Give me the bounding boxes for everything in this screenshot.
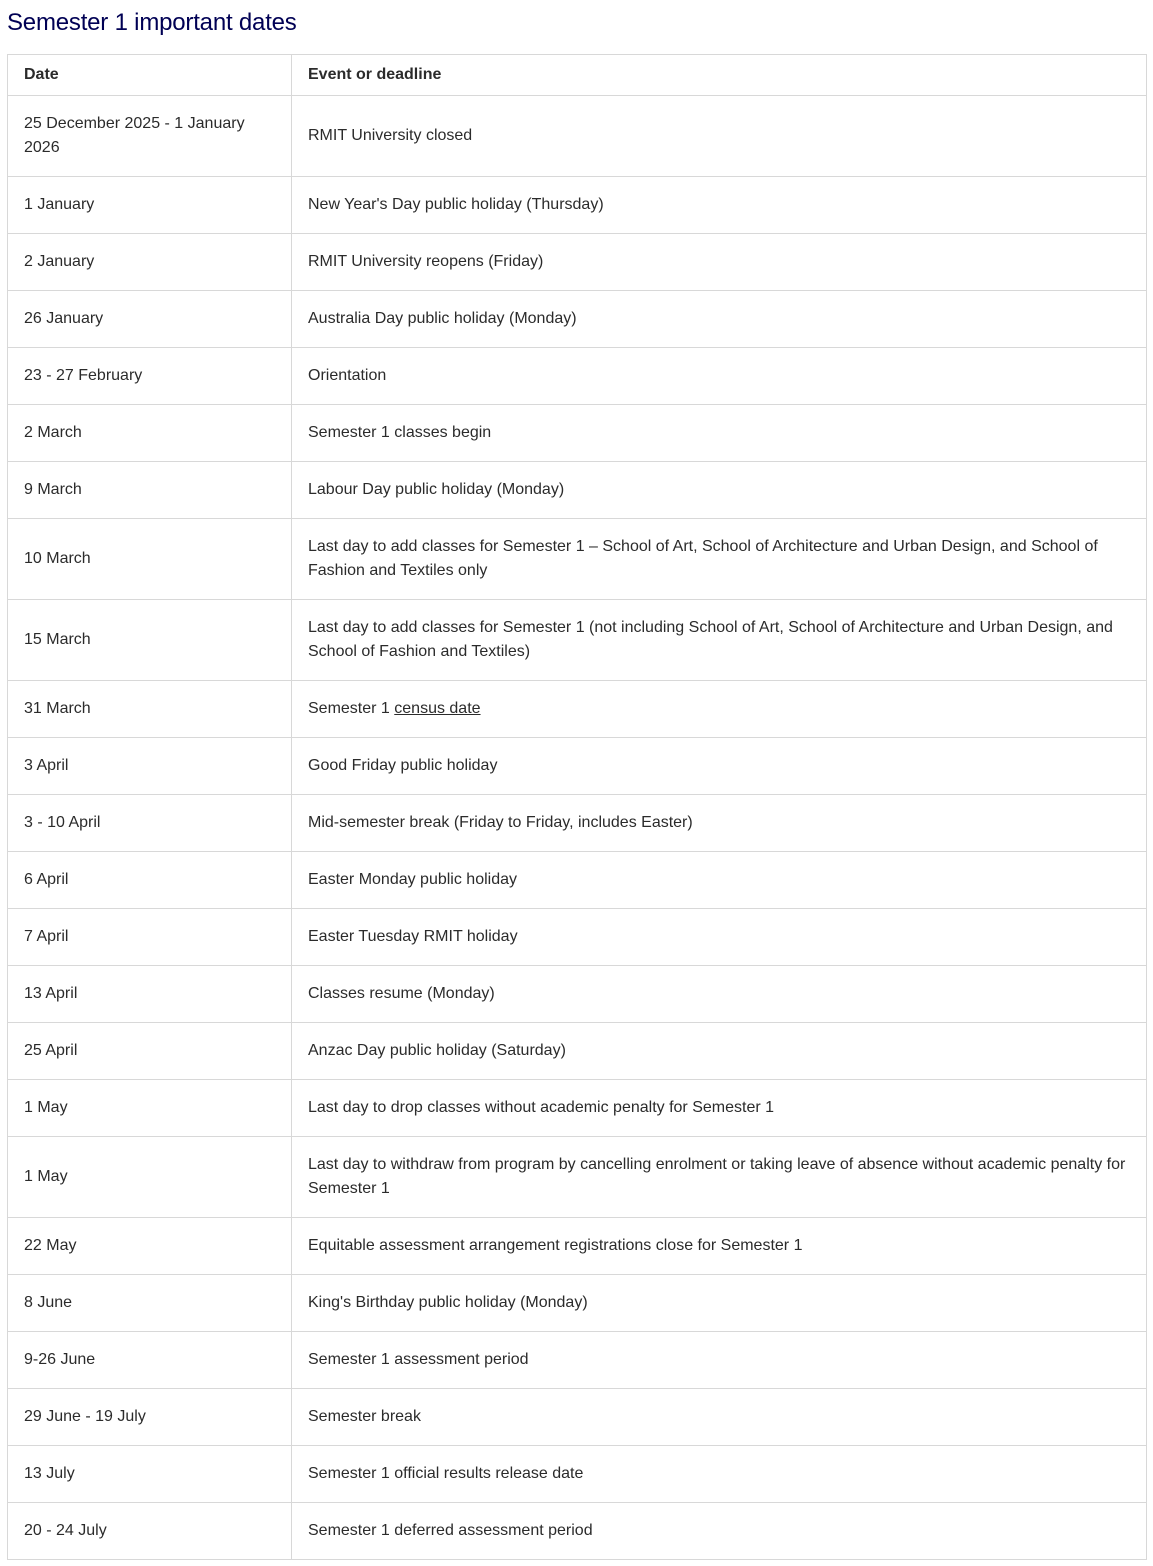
page-title: Semester 1 important dates bbox=[7, 9, 297, 36]
event-cell: New Year's Day public holiday (Thursday) bbox=[292, 177, 1147, 234]
event-cell: Last day to drop classes without academic penalty for Semester 1 bbox=[292, 1080, 1147, 1137]
event-cell: Labour Day public holiday (Monday) bbox=[292, 462, 1147, 519]
event-cell: RMIT University reopens (Friday) bbox=[292, 234, 1147, 291]
event-cell: RMIT University closed bbox=[292, 96, 1147, 177]
date-cell: 13 July bbox=[8, 1446, 292, 1503]
event-cell bbox=[292, 681, 1147, 738]
date-cell: 25 December 2025 - 1 January 2026 bbox=[8, 96, 292, 177]
event-cell: King's Birthday public holiday (Monday) bbox=[292, 1275, 1147, 1332]
event-cell: Easter Tuesday RMIT holiday bbox=[292, 909, 1147, 966]
event-cell: Classes resume (Monday) bbox=[292, 966, 1147, 1023]
table-row bbox=[8, 96, 1147, 177]
table-row bbox=[8, 909, 1147, 966]
census-date-link[interactable]: census date bbox=[394, 700, 481, 717]
column-header-event: Event or deadline bbox=[292, 55, 1147, 96]
date-cell: 8 June bbox=[8, 1275, 292, 1332]
date-cell: 13 April bbox=[8, 966, 292, 1023]
date-cell: 26 January bbox=[8, 291, 292, 348]
date-cell: 6 April bbox=[8, 852, 292, 909]
table-row bbox=[8, 1332, 1147, 1389]
event-cell: Mid-semester break (Friday to Friday, includes Easter) bbox=[292, 795, 1147, 852]
table-row bbox=[8, 1446, 1147, 1503]
date-cell: 3 - 10 April bbox=[8, 795, 292, 852]
table-row bbox=[8, 1080, 1147, 1137]
date-cell: 9-26 June bbox=[8, 1332, 292, 1389]
event-cell: Orientation bbox=[292, 348, 1147, 405]
table-row bbox=[8, 234, 1147, 291]
event-cell: Australia Day public holiday (Monday) bbox=[292, 291, 1147, 348]
table-row bbox=[8, 738, 1147, 795]
date-cell: 9 March bbox=[8, 462, 292, 519]
event-cell: Semester 1 assessment period bbox=[292, 1332, 1147, 1389]
event-cell: Semester 1 classes begin bbox=[292, 405, 1147, 462]
event-cell: Anzac Day public holiday (Saturday) bbox=[292, 1023, 1147, 1080]
table-row bbox=[8, 795, 1147, 852]
table-row bbox=[8, 1389, 1147, 1446]
event-text: Semester 1 bbox=[308, 700, 395, 717]
date-cell: 15 March bbox=[8, 600, 292, 681]
date-cell: 31 March bbox=[8, 681, 292, 738]
date-cell: 1 May bbox=[8, 1080, 292, 1137]
event-cell: Last day to add classes for Semester 1 – School of Art, School of Architecture and Urban Design, and School of Fashion and Textiles only bbox=[292, 519, 1147, 600]
table-row bbox=[8, 1137, 1147, 1218]
event-cell: Last day to withdraw from program by cancelling enrolment or taking leave of absence without academic penalty for Semester 1 bbox=[292, 1137, 1147, 1218]
table-row bbox=[8, 1023, 1147, 1080]
date-cell: 22 May bbox=[8, 1218, 292, 1275]
table-row bbox=[8, 681, 1147, 738]
date-cell: 10 March bbox=[8, 519, 292, 600]
date-cell: 1 May bbox=[8, 1137, 292, 1218]
important-dates-table bbox=[7, 54, 1147, 1560]
date-cell: 25 April bbox=[8, 1023, 292, 1080]
event-cell: Semester 1 official results release date bbox=[292, 1446, 1147, 1503]
table-row bbox=[8, 1275, 1147, 1332]
event-cell: Semester 1 deferred assessment period bbox=[292, 1503, 1147, 1560]
column-header-date: Date bbox=[8, 55, 292, 96]
event-cell: Good Friday public holiday bbox=[292, 738, 1147, 795]
event-cell: Easter Monday public holiday bbox=[292, 852, 1147, 909]
table-row bbox=[8, 462, 1147, 519]
date-cell: 29 June - 19 July bbox=[8, 1389, 292, 1446]
table-row bbox=[8, 852, 1147, 909]
table-row bbox=[8, 177, 1147, 234]
date-cell: 20 - 24 July bbox=[8, 1503, 292, 1560]
event-cell: Equitable assessment arrangement registrations close for Semester 1 bbox=[292, 1218, 1147, 1275]
event-cell: Semester break bbox=[292, 1389, 1147, 1446]
table-row bbox=[8, 1503, 1147, 1560]
date-cell: 23 - 27 February bbox=[8, 348, 292, 405]
table-row bbox=[8, 600, 1147, 681]
table-row bbox=[8, 348, 1147, 405]
date-cell: 1 January bbox=[8, 177, 292, 234]
table-row bbox=[8, 519, 1147, 600]
table-row bbox=[8, 1218, 1147, 1275]
date-cell: 3 April bbox=[8, 738, 292, 795]
date-cell: 2 March bbox=[8, 405, 292, 462]
table-row bbox=[8, 966, 1147, 1023]
table-row bbox=[8, 291, 1147, 348]
table-row bbox=[8, 405, 1147, 462]
table-header-row bbox=[8, 55, 1147, 96]
event-cell: Last day to add classes for Semester 1 (not including School of Art, School of Architecture and Urban Design, and School of Fashion and Textiles) bbox=[292, 600, 1147, 681]
date-cell: 7 April bbox=[8, 909, 292, 966]
date-cell: 2 January bbox=[8, 234, 292, 291]
